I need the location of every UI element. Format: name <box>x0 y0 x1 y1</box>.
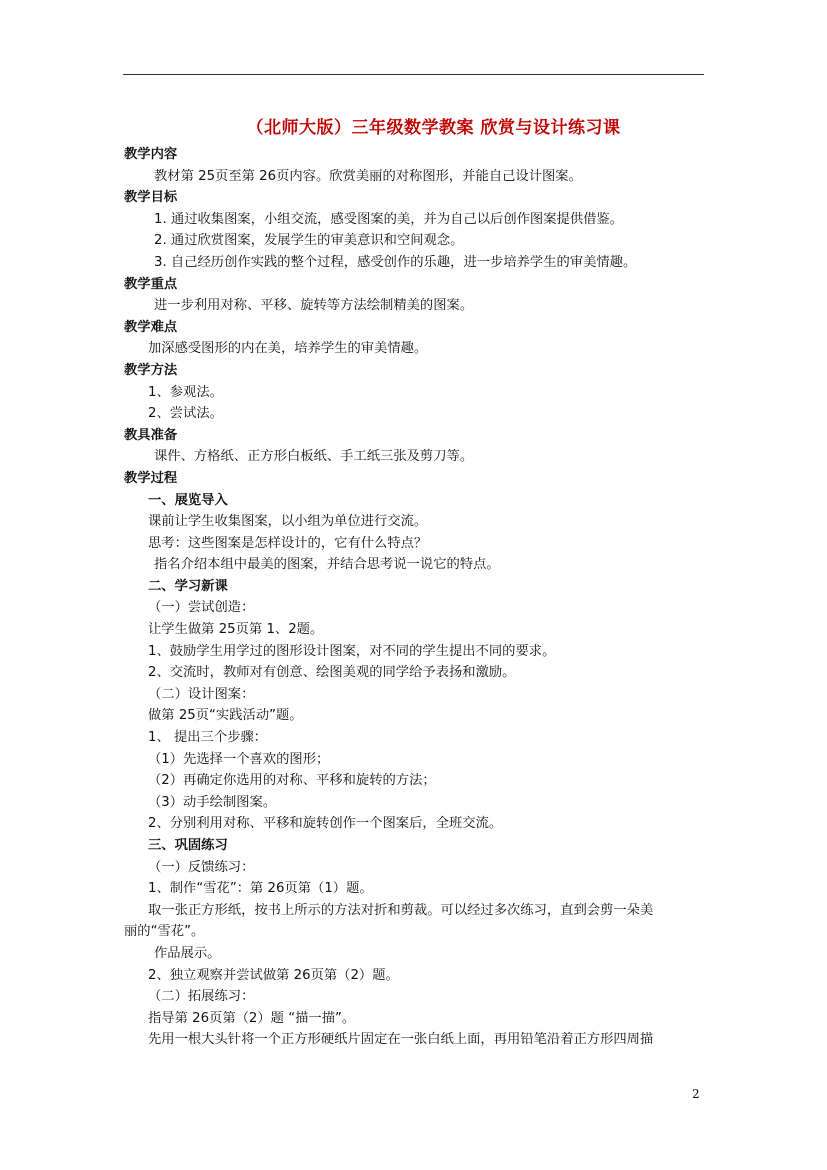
body-line: 课件、方格纸、正方形白板纸、手工纸三张及剪刀等。 <box>154 449 474 465</box>
body-line: 指名介绍本组中最美的图案，并结合思考说一说它的特点。 <box>154 557 500 573</box>
section-heading: 一、展览导入 <box>148 492 228 508</box>
document-body <box>124 144 709 1051</box>
body-line: 先用一根大头针将一个正方形硬纸片固定在一张白纸上面，再用铅笔沿着正方形四周描 <box>148 1032 654 1048</box>
body-line: 1、鼓励学生用学过的图形设计图案，对不同的学生提出不同的要求。 <box>148 643 556 659</box>
body-line: 教材第 25页至第 26页内容。欣赏美丽的对称图形，并能自己设计图案。 <box>154 168 582 184</box>
body-line: （二）拓展练习： <box>148 989 255 1005</box>
body-line: （一）反馈练习： <box>148 859 255 875</box>
body-line: 思考：这些图案是怎样设计的，它有什么特点？ <box>148 535 428 551</box>
body-line: 1、参观法。 <box>148 384 223 400</box>
body-line: （1）先选择一个喜欢的图形； <box>148 751 330 767</box>
section-heading: 教学目标 <box>124 190 178 206</box>
body-line: 做第 25页“实践活动”题。 <box>148 708 303 724</box>
section-heading: 教学内容 <box>124 147 178 162</box>
body-line: 课前让学生收集图案，以小组为单位进行交流。 <box>148 514 428 530</box>
section-heading: 二、学习新课 <box>148 578 228 594</box>
section-heading: 教学方法 <box>124 362 178 378</box>
section-heading: 教学重点 <box>124 276 178 292</box>
body-line: 作品展示。 <box>154 945 221 961</box>
body-line: 让学生做第 25页第 1、2题。 <box>148 622 324 638</box>
body-line: 1、 提出三个步骤： <box>148 730 268 746</box>
body-line: 进一步利用对称、平移、旋转等方法绘制精美的图案。 <box>154 298 474 314</box>
body-line: 2、独立观察并尝试做第 26页第（2）题。 <box>148 967 399 983</box>
header-rule <box>123 74 704 75</box>
document-title: （北师大版）三年级数学教案 欣赏与设计练习课 <box>246 118 621 138</box>
section-heading: 三、巩固练习 <box>148 838 228 853</box>
body-line: 2. 通过欣赏图案，发展学生的审美意识和空间观念。 <box>154 233 464 249</box>
body-line: 指导第 26页第（2）题 “描一描”。 <box>148 1010 356 1026</box>
body-line: 取一张正方形纸，按书上所示的方法对折和剪裁。可以经过多次练习，直到会剪一朵美 <box>148 902 654 918</box>
section-heading: 教具准备 <box>124 427 178 443</box>
body-line: 加深感受图形的内在美，培养学生的审美情趣。 <box>148 341 428 357</box>
body-line: 丽的“雪花”。 <box>124 924 205 940</box>
body-line: 1、制作“雪花”：第 26页第（1）题。 <box>148 881 373 897</box>
body-line: 2、分别利用对称、平移和旋转创作一个图案后，全班交流。 <box>148 816 503 832</box>
body-line: （3）动手绘制图案。 <box>148 794 277 810</box>
body-line: 1. 通过收集图案，小组交流，感受图案的美，并为自己以后创作图案提供借鉴。 <box>154 211 624 227</box>
section-heading: 教学过程 <box>124 470 178 486</box>
body-line: （2）再确定你选用的对称、平移和旋转的方法； <box>148 773 436 789</box>
body-line: 3. 自己经历创作实践的整个过程，感受创作的乐趣，进一步培养学生的审美情趣。 <box>154 254 637 270</box>
body-line: 2、尝试法。 <box>148 406 223 422</box>
section-heading: 教学难点 <box>124 319 178 335</box>
body-line: （一）尝试创造： <box>148 600 255 616</box>
body-line: 2、交流时，教师对有创意、绘图美观的同学给予表扬和激励。 <box>148 665 516 681</box>
body-line: （二）设计图案： <box>148 686 255 702</box>
page-number: 2 <box>692 1087 700 1101</box>
